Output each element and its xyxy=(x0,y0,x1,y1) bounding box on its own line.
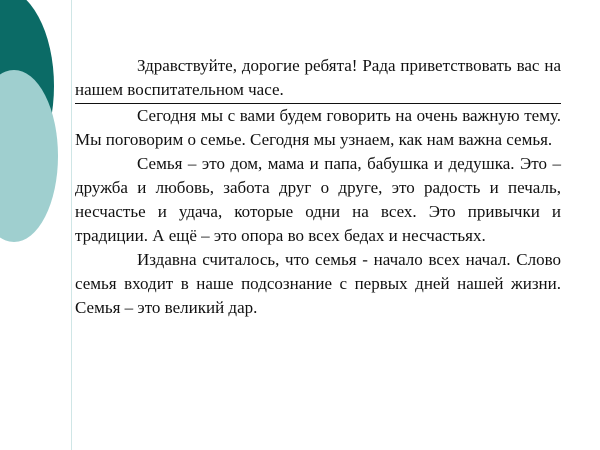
slide-text-content xyxy=(75,54,561,320)
greeting-paragraph: Здравствуйте, дорогие ребята! Рада приветствовать вас на нашем воспитательном часе. xyxy=(75,54,561,104)
topic-paragraph: Сегодня мы с вами будем говорить на очень важную тему. Мы поговорим о семье. Сегодня мы узнаем, как нам важна семья. xyxy=(75,106,561,149)
family-definition-paragraph: Семья – это дом, мама и папа, бабушка и дедушка. Это – дружба и любовь, забота друг о друге, это радость и печаль, несчастье и удача, которые одни на всех. Это привычки и традиции. А ещё – это опора во всех бедах и несчастьях. xyxy=(75,154,561,245)
decorative-divider-line xyxy=(71,0,72,450)
closing-paragraph: Издавна считалось, что семья - начало всех начал. Слово семья входит в наше подсознание с первых дней нашей жизни. Семья – это великий дар. xyxy=(75,250,561,317)
